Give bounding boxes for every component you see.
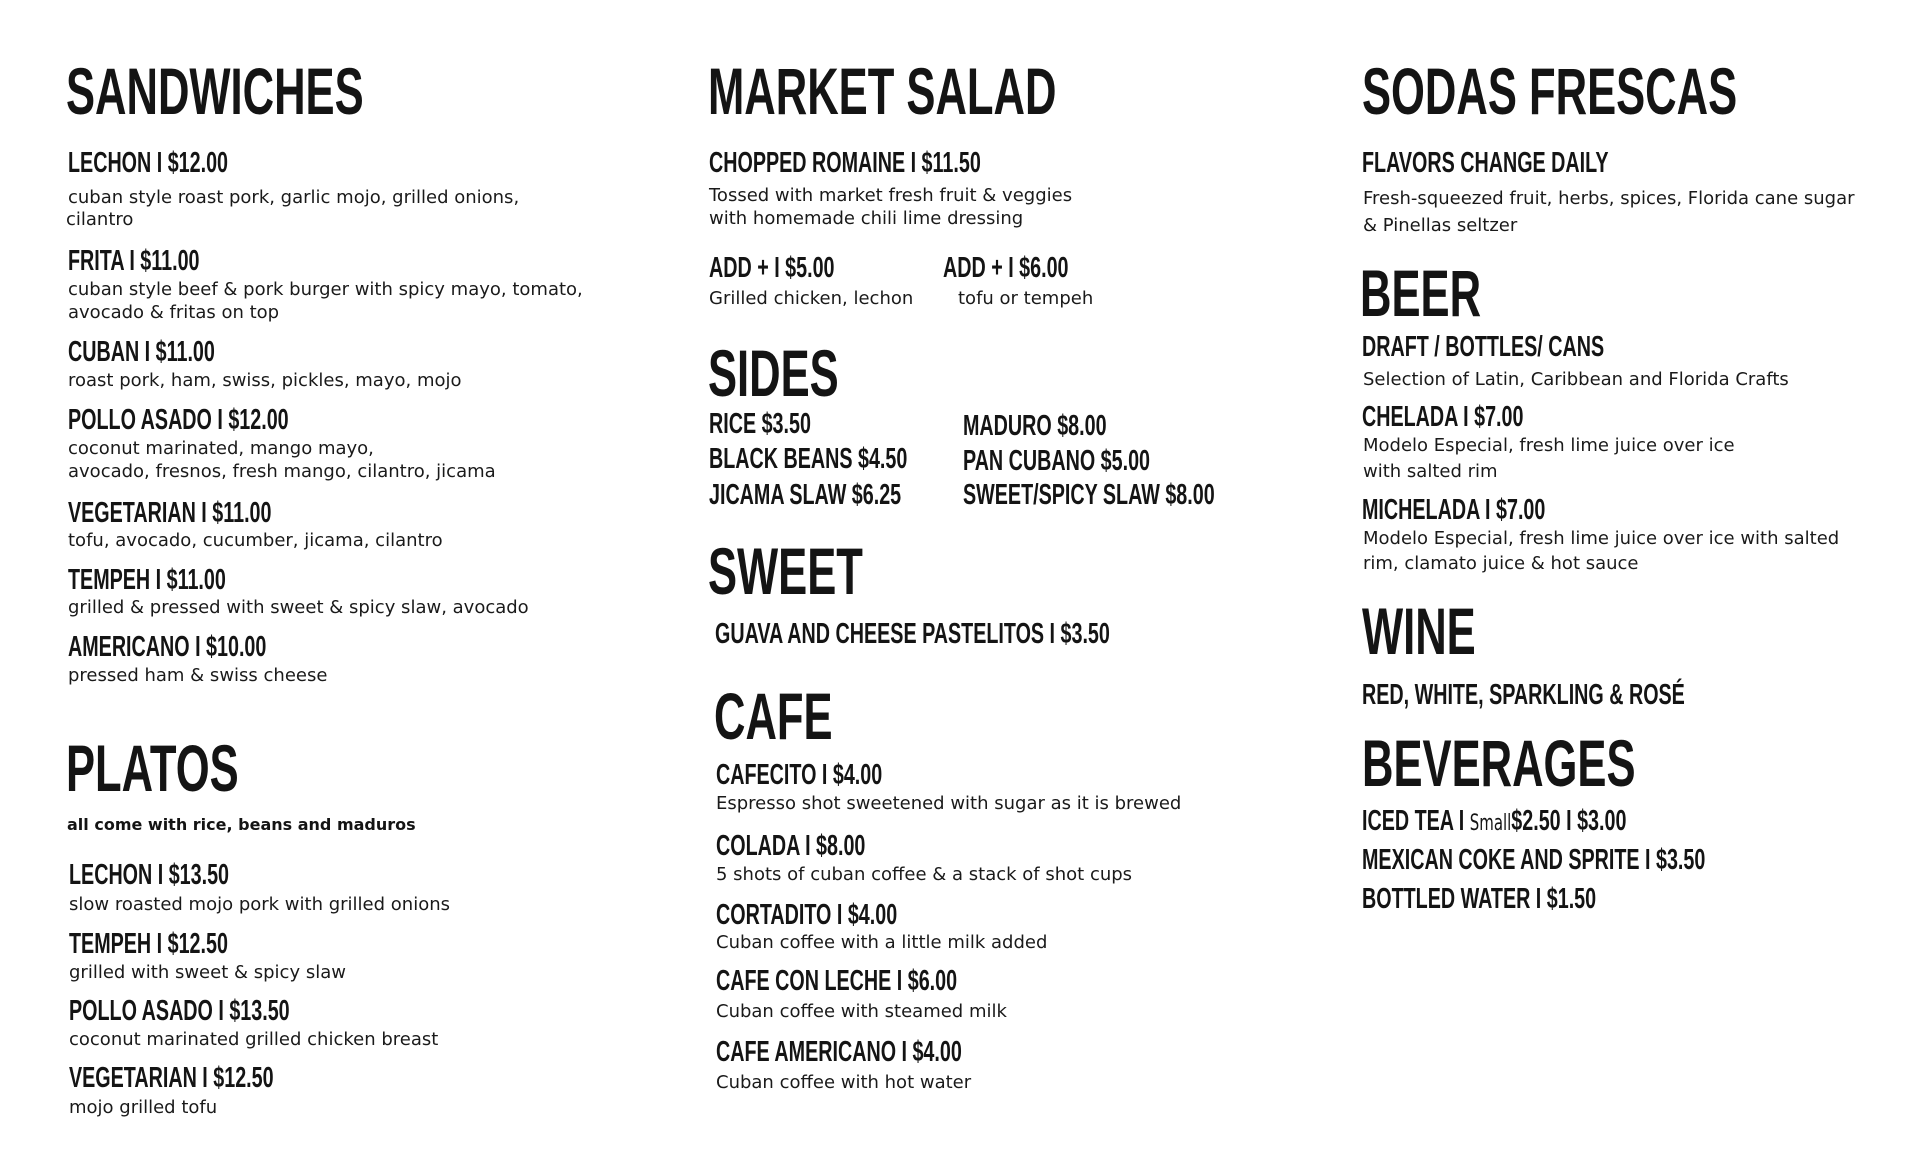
cafe-cortadito-desc: Cuban coffee with a little milk added [716,932,1048,953]
sandwich-tempeh-title: TEMPEH I $11.00 [68,564,226,596]
beer-michelada-title: MICHELADA I $7.00 [1362,494,1546,526]
chopped-romaine-desc: with homemade chili lime dressing [709,208,1024,229]
sodas-desc: Fresh-squeezed fruit, herbs, spices, Florida cane sugar [1363,188,1855,209]
sandwich-pollo-asado-title: POLLO ASADO I $12.00 [68,404,289,436]
sandwich-cuban-title: CUBAN I $11.00 [68,336,215,368]
iced-tea-small-label: Small [1469,811,1512,836]
addon-tofu-title: ADD + I $6.00 [943,252,1069,284]
sandwich-pollo-asado-desc: avocado, fresnos, fresh mango, cilantro, jicama [68,461,496,482]
sandwich-lechon-title: LECHON I $12.00 [68,147,229,179]
plato-tempeh-title: TEMPEH I $12.50 [69,928,228,960]
plato-vegetarian-desc: mojo grilled tofu [69,1097,218,1118]
beer-michelada-desc: Modelo Especial, fresh lime juice over ice with salted [1363,528,1840,549]
cafe-cafecito-desc: Espresso shot sweetened with sugar as it is brewed [716,793,1182,814]
beer-heading: BEER [1360,256,1482,330]
side-jicama-slaw: JICAMA SLAW $6.25 [709,479,902,511]
cafe-cafecito-title: CAFECITO I $4.00 [716,759,883,791]
beverage-iced-tea [1362,806,1626,839]
side-maduro: MADURO $8.00 [963,410,1107,442]
sandwich-frita-title: FRITA I $11.00 [68,245,200,277]
cafe-con-leche-desc: Cuban coffee with steamed milk [716,1001,1007,1022]
side-black-beans: BLACK BEANS $4.50 [709,443,908,475]
beer-draft-desc: Selection of Latin, Caribbean and Florida Crafts [1363,369,1789,390]
cafe-con-leche-title: CAFE CON LECHE I $6.00 [716,965,958,997]
sodas-frescas-heading: SODAS FRESCAS [1362,54,1738,128]
plato-pollo-asado-title: POLLO ASADO I $13.50 [69,995,290,1027]
beer-chelada-title: CHELADA I $7.00 [1362,401,1524,433]
beer-michelada-desc: rim, clamato juice & hot sauce [1363,553,1639,574]
sandwich-vegetarian-desc: tofu, avocado, cucumber, jicama, cilantro [68,530,443,551]
plato-vegetarian-title: VEGETARIAN I $12.50 [69,1062,274,1094]
market-salad-heading: MARKET SALAD [708,54,1057,128]
cafe-americano-title: CAFE AMERICANO I $4.00 [716,1036,962,1068]
sandwich-tempeh-desc: grilled & pressed with sweet & spicy slaw, avocado [68,597,529,618]
plato-pollo-asado-desc: coconut marinated grilled chicken breast [69,1029,439,1050]
sides-heading: SIDES [708,336,839,410]
sandwich-frita-desc: cuban style beef & pork burger with spicy mayo, tomato, [68,279,583,300]
side-sweet-spicy-slaw: SWEET/SPICY SLAW $8.00 [963,479,1215,511]
cafe-colada-title: COLADA I $8.00 [716,830,866,862]
cafe-cortadito-title: CORTADITO I $4.00 [716,899,898,931]
chopped-romaine-desc: Tossed with market fresh fruit & veggies [709,185,1073,206]
beer-draft-title: DRAFT / BOTTLES/ CANS [1362,331,1605,363]
beverage-bottled-water: BOTTLED WATER I $1.50 [1362,883,1597,915]
beer-chelada-desc: with salted rim [1363,461,1498,482]
sandwich-pollo-asado-desc: coconut marinated, mango mayo, [68,438,374,459]
addon-chicken-desc: Grilled chicken, lechon [709,288,914,309]
iced-tea-label: ICED TEA I [1362,805,1465,837]
sodas-flavors-title: FLAVORS CHANGE DAILY [1362,147,1609,179]
wine-types: RED, WHITE, SPARKLING & ROSÉ [1362,679,1685,711]
sandwich-lechon-desc: cilantro [66,209,134,230]
cafe-americano-desc: Cuban coffee with hot water [716,1072,972,1093]
side-rice: RICE $3.50 [709,408,811,440]
sandwich-americano-desc: pressed ham & swiss cheese [68,665,328,686]
beverages-heading: BEVERAGES [1362,726,1636,800]
plato-lechon-title: LECHON I $13.50 [69,859,230,891]
sandwich-lechon-desc: cuban style roast pork, garlic mojo, grilled onions, [68,187,520,208]
sandwich-americano-title: AMERICANO I $10.00 [68,631,267,663]
iced-tea-prices: $2.50 I $3.00 [1511,805,1627,837]
sandwich-vegetarian-title: VEGETARIAN I $11.00 [68,497,272,529]
sandwiches-heading: SANDWICHES [66,54,364,128]
guava-pastelitos: GUAVA AND CHEESE PASTELITOS I $3.50 [715,618,1110,650]
beer-chelada-desc: Modelo Especial, fresh lime juice over ice [1363,435,1735,456]
addon-tofu-desc: tofu or tempeh [958,288,1094,309]
sandwich-cuban-desc: roast pork, ham, swiss, pickles, mayo, mojo [68,370,462,391]
plato-tempeh-desc: grilled with sweet & spicy slaw [69,962,346,983]
sweet-heading: SWEET [708,534,863,608]
platos-heading: PLATOS [66,731,239,805]
chopped-romaine-title: CHOPPED ROMAINE I $11.50 [709,147,981,179]
wine-heading: WINE [1362,594,1476,668]
cafe-heading: CAFE [714,679,833,753]
sodas-desc: & Pinellas seltzer [1363,215,1518,236]
side-pan-cubano: PAN CUBANO $5.00 [963,445,1151,477]
sandwich-frita-desc: avocado & fritas on top [68,302,280,323]
cafe-colada-desc: 5 shots of cuban coffee & a stack of shot cups [716,864,1133,885]
addon-chicken-title: ADD + I $5.00 [709,252,835,284]
plato-lechon-desc: slow roasted mojo pork with grilled onions [69,894,450,915]
platos-note: all come with rice, beans and maduros [67,815,416,834]
beverage-mexican-coke: MEXICAN COKE AND SPRITE I $3.50 [1362,844,1706,876]
